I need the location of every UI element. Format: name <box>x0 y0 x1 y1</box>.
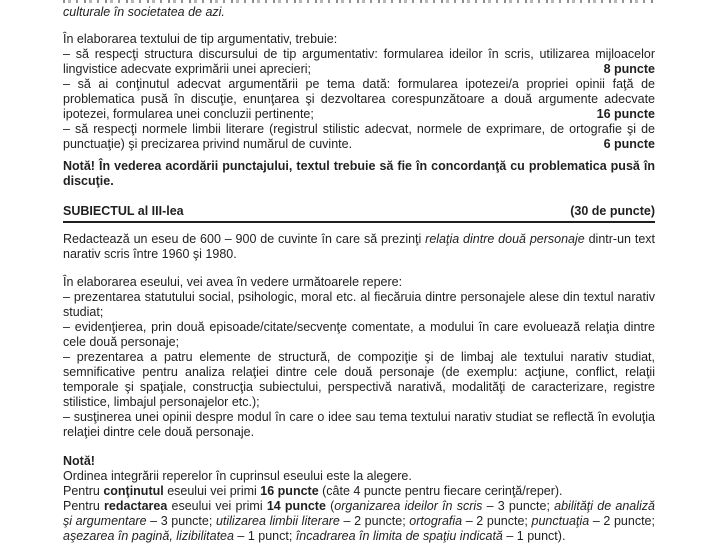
points-badge: 16 puncte <box>591 107 655 122</box>
argumentative-requirement-3 <box>63 122 655 152</box>
argumentative-requirement-2 <box>63 77 655 122</box>
text-run: – 2 puncte; <box>589 514 655 528</box>
text-run: 14 puncte <box>266 499 326 513</box>
requirement-text: – să ai conţinutul adecvat argumentării pe tema dată: formularea ipotezei/a propriei opinii faţă de problematica pusă în discuţie, enunţarea şi dezvoltarea corespunzătoare a două argumente adecvate ipotezei, formularea unei concluzii pertinente; <box>63 77 655 121</box>
requirement-text: – să respecţi structura discursului de tip argumentativ: formularea ideilor în scris, utilizarea mijloacelor lingvistice adecvate exprimării unei aprecieri; <box>63 47 655 76</box>
text-run: redactarea <box>104 499 168 513</box>
note-redaction-paragraph <box>63 499 655 544</box>
text-run: relaţia dintre două personaje <box>425 232 585 246</box>
text-run: Pentru <box>63 484 104 498</box>
text-run: utilizarea limbii literare <box>215 514 340 528</box>
text-run: ortografia <box>409 514 463 528</box>
essay-guideline-2: – evidenţierea, prin două episoade/citate/secvenţe comentate, a modului în care evoluează relaţia dintre cele două personaje; <box>63 320 655 349</box>
note-content-line <box>63 484 655 499</box>
essay-task <box>63 232 655 262</box>
points-badge: 6 puncte <box>598 137 655 152</box>
subject-3-heading <box>63 204 655 223</box>
text-run: organizarea ideilor în scris <box>334 499 483 513</box>
text-run: Pentru <box>63 499 105 513</box>
essay-guideline-3: – prezentarea a patru elemente de structură, de compoziţie şi de limbaj ale textului narativ studiat, semnificative pentru analiza relaţiei dintre cele două personaje (de exemplu: acţiune, conflict, relaţii temporale şi spaţiale, construcţia subiectului, perspectivă narativă, modalităţi de caracterizare, registre stilistice, limbajul personajelor etc.); <box>63 350 655 409</box>
essay-note-block <box>63 454 655 544</box>
essay-guideline-1: – prezentarea statutului social, psihologic, moral etc. al fiecăruia dintre personajele alese din textul narativ studiat; <box>63 290 655 319</box>
text-run: încadrarea în limita de spaţiu indicată <box>295 529 503 543</box>
text-run: – 2 puncte; <box>339 514 410 528</box>
text-run: eseului vei primi <box>167 499 267 513</box>
quote-fragment-line: culturale în societatea de azi. <box>63 5 225 19</box>
points-badge: 8 puncte <box>598 62 655 77</box>
text-run: – 1 punct; <box>233 529 296 543</box>
argumentative-requirement-1 <box>63 47 655 77</box>
text-run: abilităţi de analiză şi argumentare <box>63 499 655 528</box>
clipped-text-remnant-top <box>63 0 655 3</box>
text-run: Redactează un eseu de 600 – 900 de cuvinte în care să prezinţi <box>63 232 426 246</box>
text-run: – 1 punct). <box>502 529 566 543</box>
argumentative-intro: În elaborarea textului de tip argumentativ, trebuie: <box>63 32 338 46</box>
text-run: 16 puncte <box>260 484 319 498</box>
note-order-line: Ordinea integrării reperelor în cuprinsul eseului este la alegere. <box>63 469 412 483</box>
text-run: dintr-un text narativ scris între 1960 şi 1980. <box>63 232 655 261</box>
text-run: aşezarea în pagină, lizibilitatea <box>63 529 234 543</box>
scoring-note: Notă! În vederea acordării punctajului, textul trebuie să fie în concordanţă cu problematica pusă în discuţie. <box>63 159 655 188</box>
text-run: – 3 puncte; <box>146 514 216 528</box>
essay-guidelines-intro: În elaborarea eseului, vei avea în vedere următoarele repere: <box>63 275 403 289</box>
subject-3-title: SUBIECTUL al III-lea <box>63 204 184 218</box>
note-title: Notă! <box>63 454 95 468</box>
text-run: – 2 puncte; <box>462 514 532 528</box>
essay-guideline-4: – susţinerea unei opinii despre modul în care o idee sau tema textului narativ studiat se reflectă în evoluţia relaţiei dintre cele două personaje. <box>63 410 655 439</box>
subject-3-points: (30 de puncte) <box>570 204 655 218</box>
requirement-text: – să respecţi normele limbii literare (registrul stilistic adecvat, normele de exprimare, de ortografie şi de punctuaţie) şi precizarea privind numărul de cuvinte. <box>63 122 655 151</box>
text-run: – 3 puncte; <box>482 499 555 513</box>
text-run: conţinutul <box>103 484 164 498</box>
text-run: (câte 4 puncte pentru fiecare cerinţă/reper). <box>318 484 563 498</box>
text-run: eseului vei primi <box>163 484 261 498</box>
text-run: punctuaţia <box>531 514 590 528</box>
text-run: ( <box>325 499 335 513</box>
